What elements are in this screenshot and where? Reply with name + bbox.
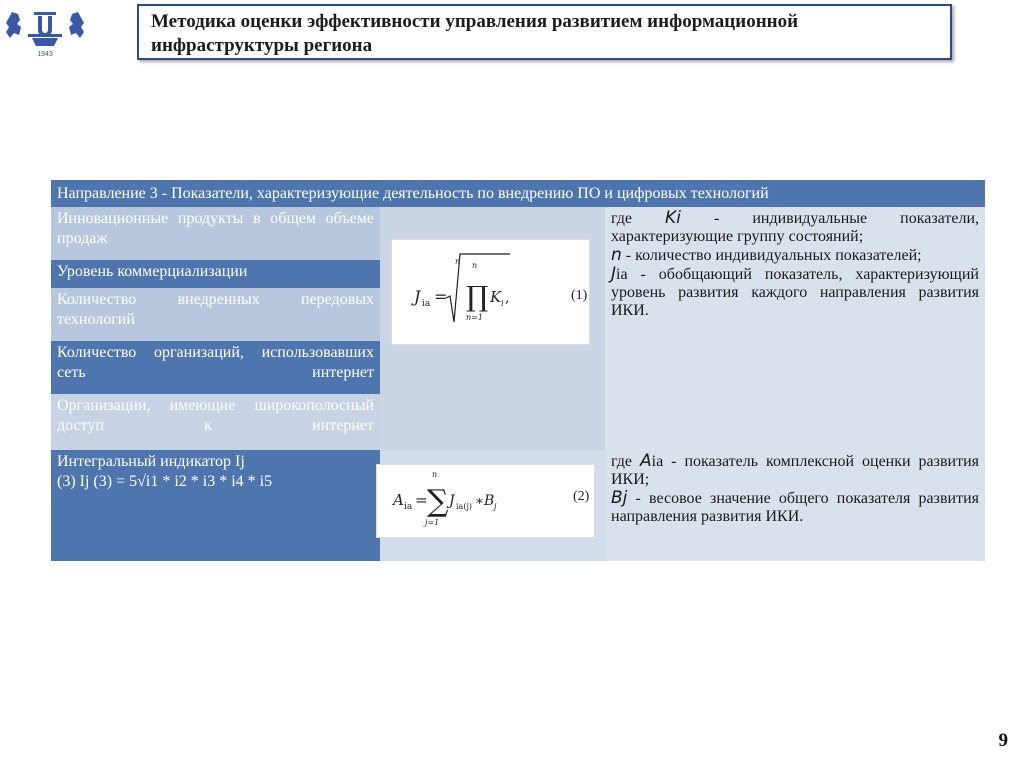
row-commercialization: Уровень коммерциализации xyxy=(51,260,380,288)
formula-1-number: (1) xyxy=(571,288,588,303)
svg-text:ia: ia xyxy=(404,502,413,512)
row-broadband-orgs: Организации, имеющие широкополосный доступ к интернет xyxy=(51,394,380,450)
integral-line2: (3) Ij (3) = 5√i1 * i2 * i3 * i4 * i5 xyxy=(57,473,273,490)
formula-2-graphic xyxy=(377,465,594,537)
description-cell-1 xyxy=(605,207,985,450)
svg-text:j: j xyxy=(494,502,497,511)
desc2-bj: Bj - весовое значение общего показателя развития направления развития ИКИ. xyxy=(611,488,979,525)
desc1-ki: где Ki - индивидуальные показатели, характеризующие группу состояний; xyxy=(611,208,979,245)
svg-text:n: n xyxy=(455,257,461,266)
svg-text:J: J xyxy=(449,493,455,509)
formula-1 xyxy=(391,239,590,345)
svg-text:=: = xyxy=(415,491,428,509)
slide-title-line1: Методика оценки эффективности управления развитием информационной xyxy=(151,11,799,32)
svg-text:K: K xyxy=(490,288,502,306)
description-cell-2 xyxy=(605,450,985,561)
svg-text:∏: ∏ xyxy=(466,280,489,313)
svg-text:∑: ∑ xyxy=(427,484,449,519)
symbol-ki: Ki xyxy=(665,208,681,228)
svg-text:n=1: n=1 xyxy=(466,313,483,322)
desc1-n: n - количество индивидуальных показателей; xyxy=(611,245,922,265)
row-integral-indicator xyxy=(51,450,380,561)
row-innovative-products: Инновационные продукты в общем объеме продаж xyxy=(51,207,380,260)
row-technologies: Количество внедренных передовых технологий xyxy=(51,288,380,341)
symbol-j: J xyxy=(611,264,617,284)
svg-text:ia(j): ia(j) xyxy=(456,502,473,511)
symbol-bj: Bj xyxy=(611,488,628,508)
svg-text:∗: ∗ xyxy=(475,494,484,509)
logo-year: 1943 xyxy=(37,51,53,58)
integral-line1: Интегральный индикатор Ij xyxy=(57,453,245,470)
svg-text:n: n xyxy=(432,470,438,479)
svg-text:ia: ia xyxy=(422,299,431,309)
svg-text:n: n xyxy=(472,261,478,270)
desc1-jia: Jia - обобщающий показатель, характеризующий уровень развития каждого направления развития ИКИ. xyxy=(611,264,979,319)
formula-2-number: (2) xyxy=(573,489,590,504)
svg-text:,: , xyxy=(505,290,510,306)
formula-1-graphic xyxy=(392,240,589,344)
svg-text:j=1: j=1 xyxy=(425,518,440,527)
title-box xyxy=(137,4,952,60)
symbol-a: A xyxy=(639,451,652,471)
row-internet-orgs: Количество организаций, использовавших сеть интернет xyxy=(51,341,380,394)
svg-text:=: = xyxy=(434,287,448,306)
formula-2 xyxy=(376,464,595,538)
page-number: 9 xyxy=(998,730,1008,751)
table-header: Направление 3 - Показатели, характеризующие деятельность по внедрению ПО и цифровых технологий xyxy=(51,180,985,207)
svg-text:i: i xyxy=(501,299,504,308)
slide-title-line2: инфраструктуры региона xyxy=(151,35,373,56)
indicators-table xyxy=(51,180,985,561)
svg-text:J: J xyxy=(414,287,421,306)
university-logo xyxy=(4,4,86,62)
svg-text:B: B xyxy=(484,493,495,509)
svg-text:A: A xyxy=(393,491,404,509)
symbol-n: n xyxy=(611,245,622,265)
desc2-aia: где Aia - показатель комплексной оценки развития ИКИ; xyxy=(611,451,979,488)
